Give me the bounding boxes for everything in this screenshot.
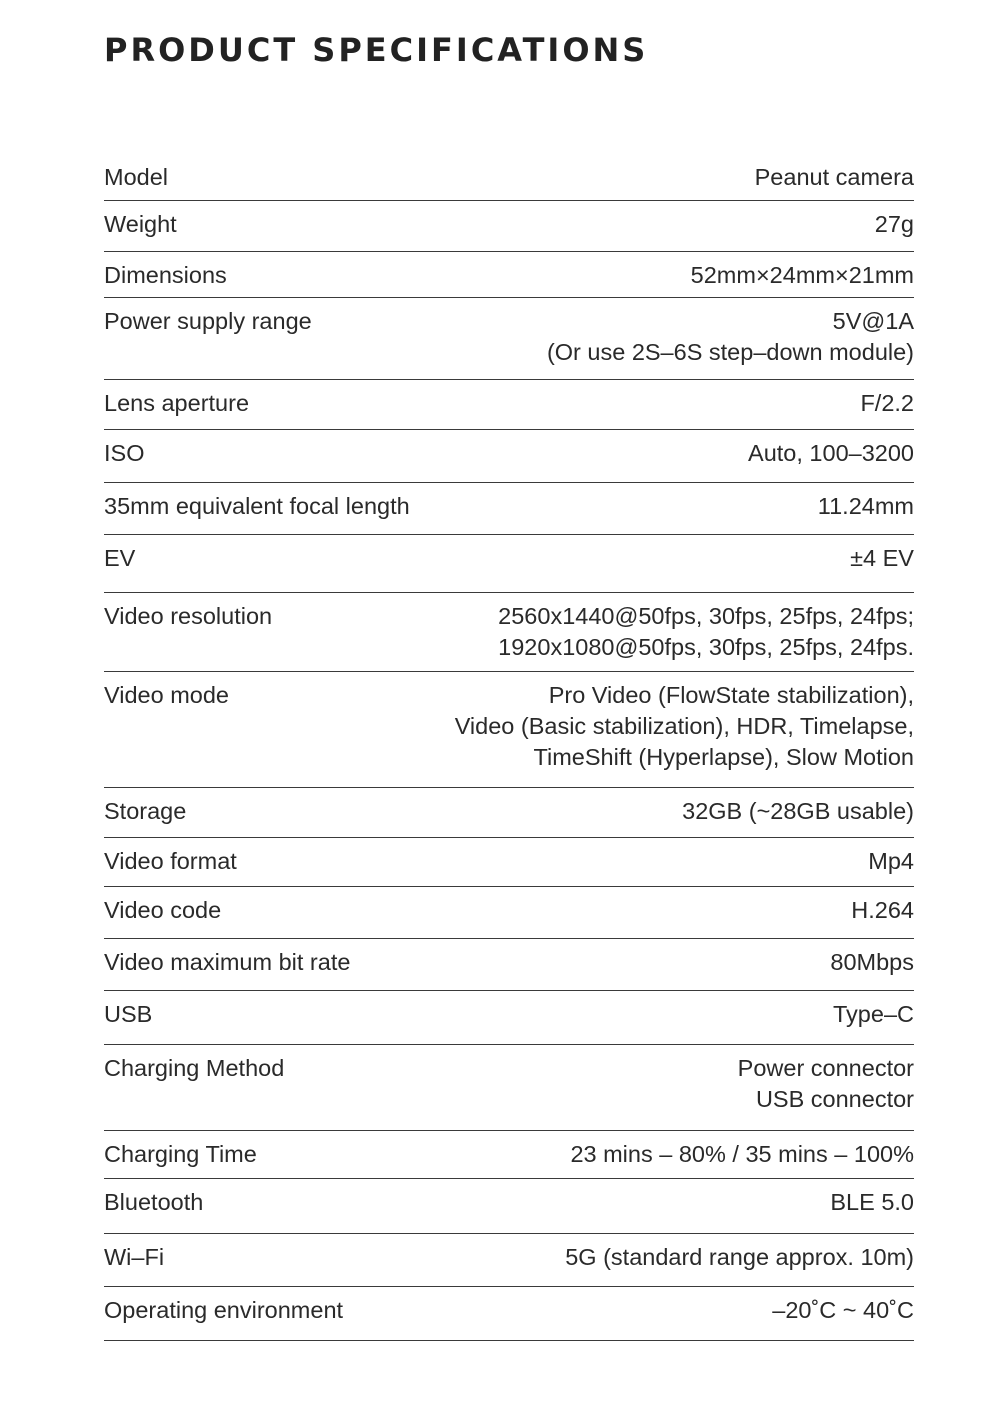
spec-row-bluetooth xyxy=(104,1179,914,1234)
spec-value: BLE 5.0 xyxy=(830,1189,914,1215)
spec-row-model xyxy=(104,154,914,201)
spec-value: Pro Video (FlowState stabilization), Video (Basic stabilization), HDR, Timelapse, TimeShift (Hyperlapse), Slow Motion xyxy=(454,682,914,770)
spec-label: Video maximum bit rate xyxy=(104,949,351,975)
spec-row-iso xyxy=(104,430,914,483)
spec-value: Type–C xyxy=(833,1001,914,1027)
spec-label: EV xyxy=(104,545,136,571)
spec-row-operating-environment xyxy=(104,1287,914,1341)
spec-row-focal-length xyxy=(104,483,914,535)
spec-row-charging-method xyxy=(104,1045,914,1131)
spec-label: Wi–Fi xyxy=(104,1244,165,1270)
spec-label: Bluetooth xyxy=(104,1189,204,1215)
spec-table xyxy=(104,154,914,1341)
page-title: PRODUCT SPECIFICATIONS xyxy=(104,31,649,69)
spec-row-bit-rate xyxy=(104,939,914,991)
spec-label: Video mode xyxy=(104,682,229,708)
spec-value: 2560x1440@50fps, 30fps, 25fps, 24fps; 1920x1080@50fps, 30fps, 25fps, 24fps. xyxy=(498,603,914,660)
spec-value: 32GB (~28GB usable) xyxy=(682,798,914,824)
spec-label: Charging Method xyxy=(104,1055,285,1081)
spec-value: –20˚C ~ 40˚C xyxy=(772,1297,914,1323)
spec-value: Auto, 100–3200 xyxy=(748,440,914,466)
spec-row-lens-aperture xyxy=(104,380,914,430)
spec-value: 52mm×24mm×21mm xyxy=(690,262,914,288)
spec-row-weight xyxy=(104,201,914,252)
spec-value: 11.24mm xyxy=(817,493,914,519)
spec-row-video-mode xyxy=(104,672,914,788)
spec-value: 5V@1A (Or use 2S–6S step–down module) xyxy=(546,308,914,365)
spec-value: H.264 xyxy=(851,897,914,923)
spec-value: 5G (standard range approx. 10m) xyxy=(565,1244,914,1270)
spec-label: Model xyxy=(104,164,169,190)
spec-value: Mp4 xyxy=(868,848,914,874)
spec-label: Dimensions xyxy=(104,262,227,288)
spec-value: ±4 EV xyxy=(850,545,914,571)
spec-row-ev xyxy=(104,535,914,593)
spec-label: Operating environment xyxy=(104,1297,344,1323)
spec-row-usb xyxy=(104,991,914,1045)
spec-value: F/2.2 xyxy=(860,390,914,416)
spec-row-power-supply xyxy=(104,298,914,380)
spec-label: Video code xyxy=(104,897,222,923)
spec-row-video-format xyxy=(104,838,914,887)
spec-value: Peanut camera xyxy=(754,164,914,190)
spec-label: Charging Time xyxy=(104,1141,257,1167)
spec-label: Lens aperture xyxy=(104,390,250,416)
spec-row-charging-time xyxy=(104,1131,914,1179)
spec-label: 35mm equivalent focal length xyxy=(104,493,410,519)
spec-row-video-resolution xyxy=(104,593,914,672)
spec-label: Power supply range xyxy=(104,308,312,334)
spec-value: 23 mins – 80% / 35 mins – 100% xyxy=(570,1141,914,1167)
spec-value: 80Mbps xyxy=(830,949,914,975)
spec-row-wifi xyxy=(104,1234,914,1287)
spec-value: 27g xyxy=(874,211,914,237)
spec-label: Video resolution xyxy=(104,603,273,629)
spec-label: Weight xyxy=(104,211,177,237)
spec-label: Video format xyxy=(104,848,237,874)
spec-label: USB xyxy=(104,1001,153,1027)
spec-row-video-code xyxy=(104,887,914,939)
spec-label: ISO xyxy=(104,440,145,466)
spec-label: Storage xyxy=(104,798,187,824)
spec-row-dimensions xyxy=(104,252,914,298)
spec-value: Power connector USB connector xyxy=(737,1055,914,1112)
spec-row-storage xyxy=(104,788,914,838)
